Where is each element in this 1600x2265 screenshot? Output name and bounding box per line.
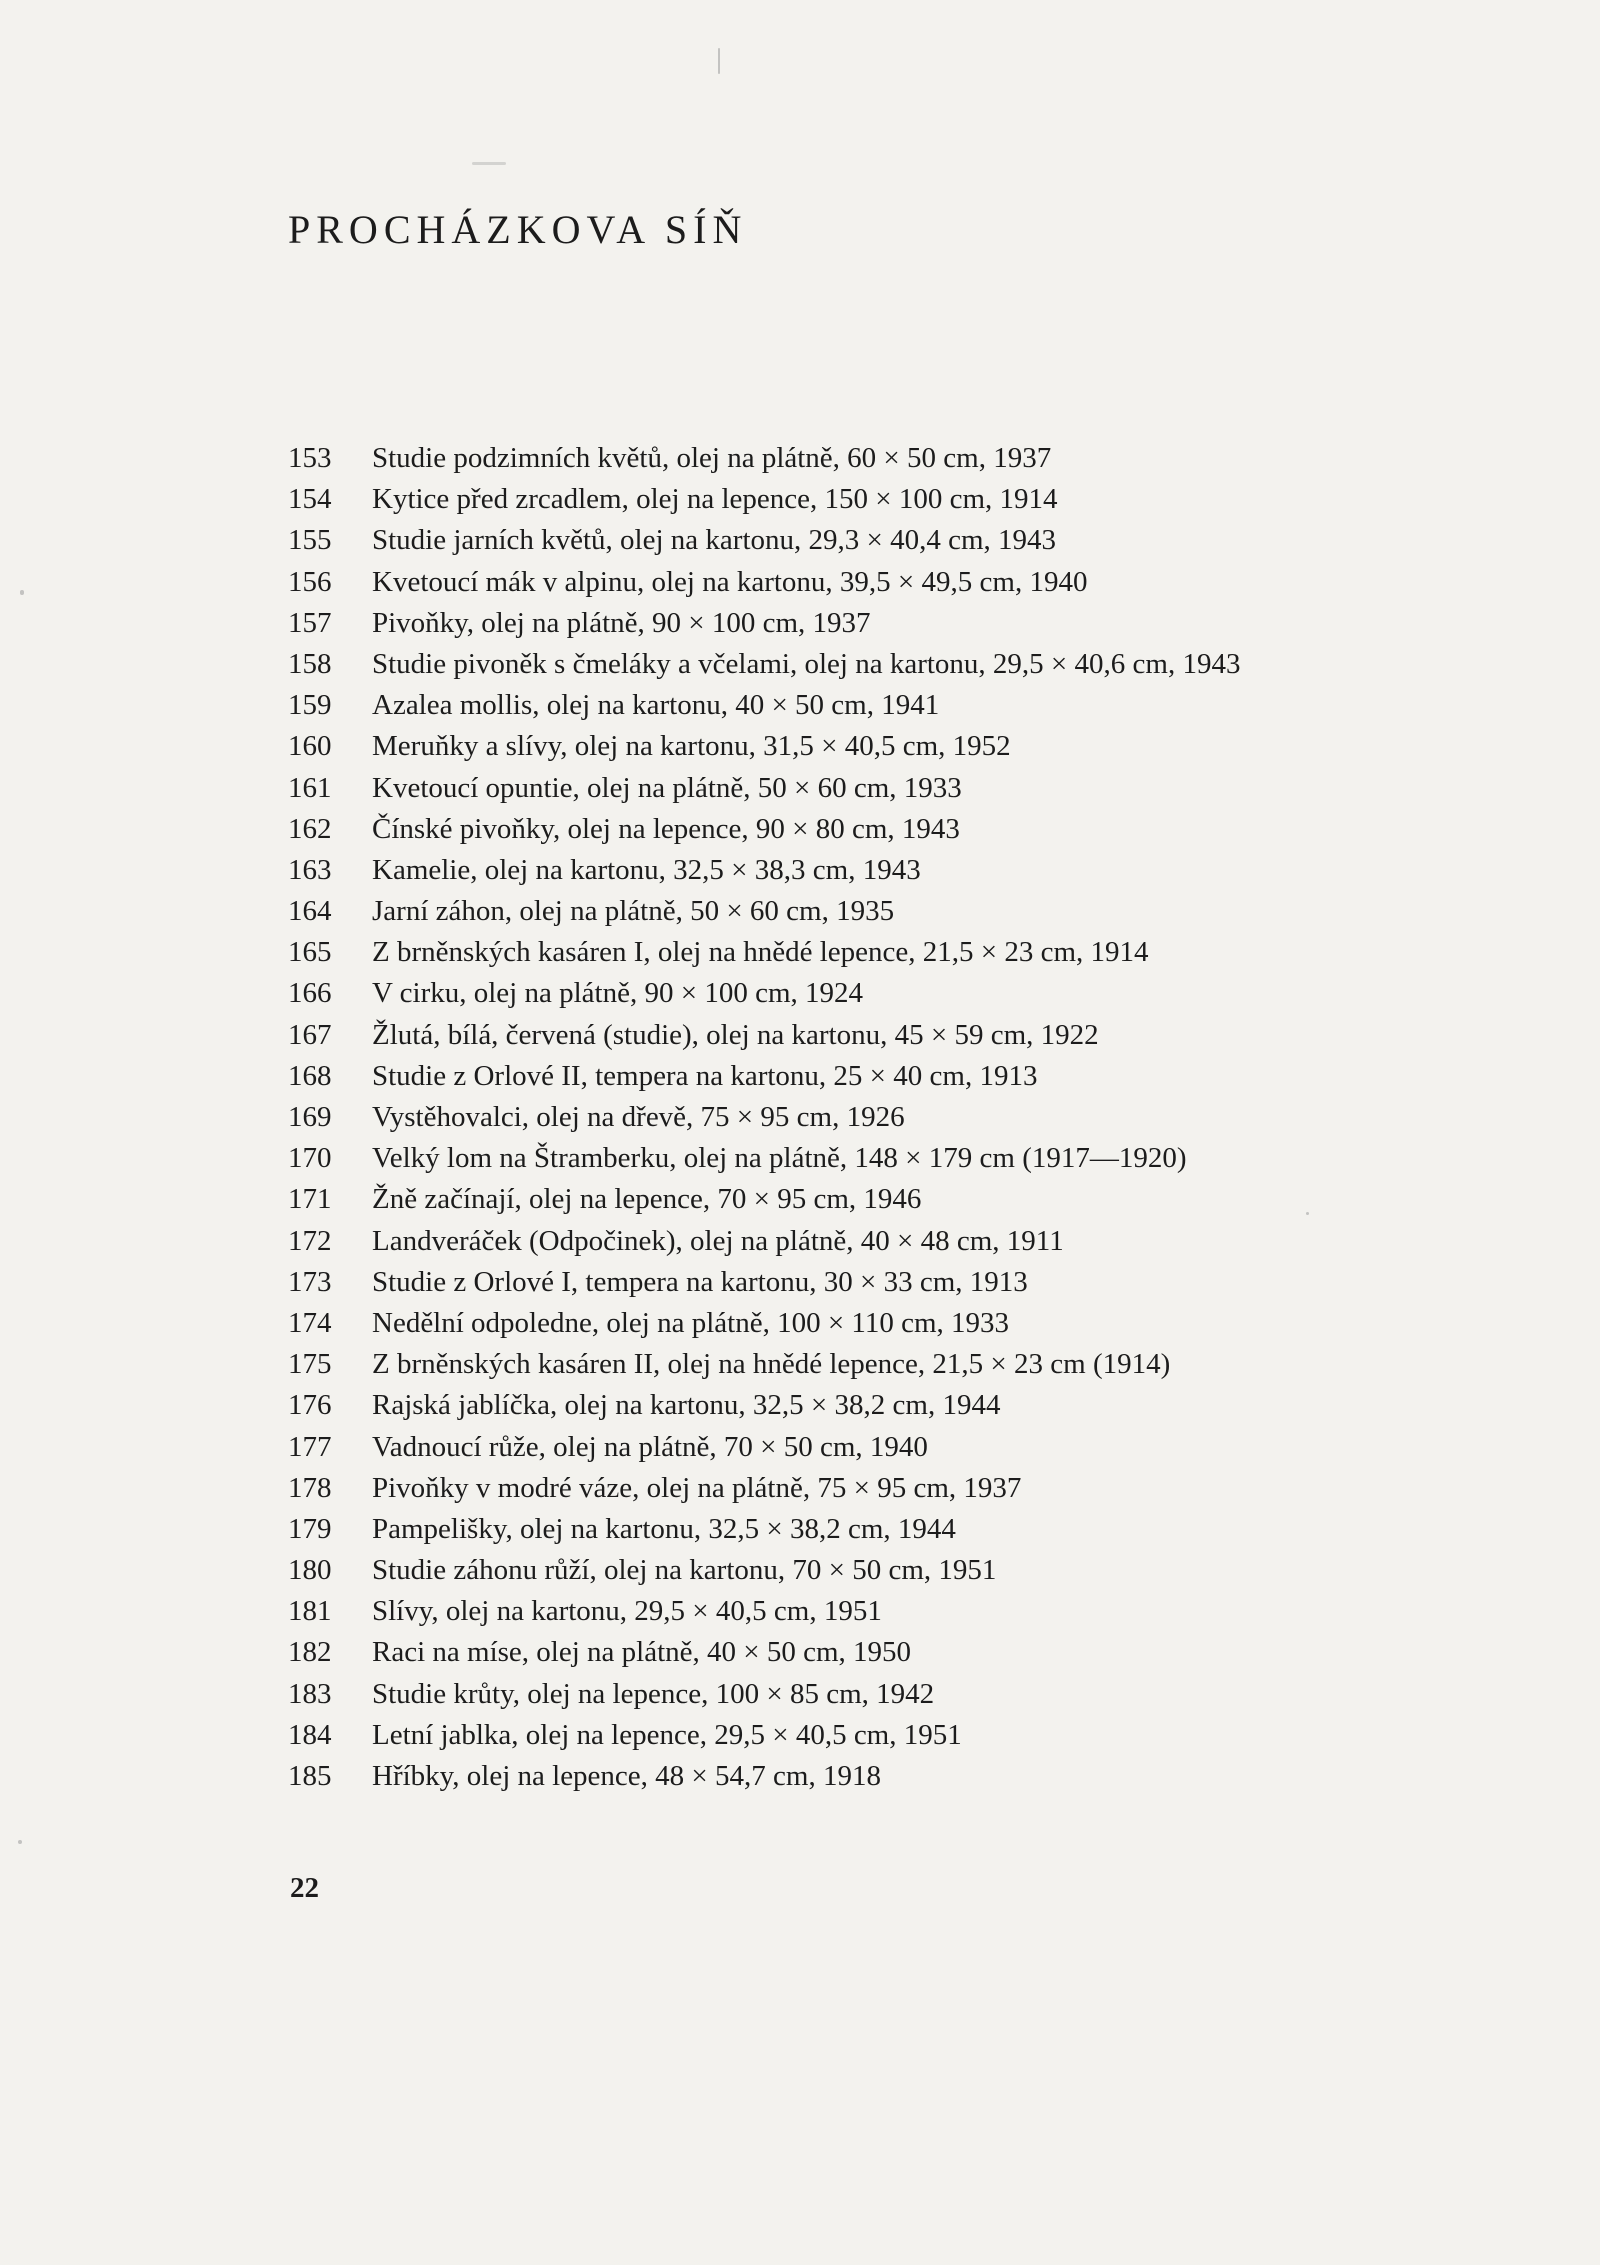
entry-description: Kvetoucí mák v alpinu, olej na kartonu, 39,5 × 49,5 cm, 1940 xyxy=(372,565,1088,598)
catalog-entry xyxy=(288,1431,1548,1472)
catalog-entry xyxy=(288,442,1548,483)
entry-description: Pampelišky, olej na kartonu, 32,5 × 38,2 cm, 1944 xyxy=(372,1512,956,1545)
catalog-entry xyxy=(288,689,1548,730)
entry-description: Pivoňky, olej na plátně, 90 × 100 cm, 1937 xyxy=(372,606,871,639)
entry-number: 178 xyxy=(288,1471,332,1504)
catalog-entry xyxy=(288,1472,1548,1513)
entry-number: 174 xyxy=(288,1306,332,1339)
catalog-entry xyxy=(288,1060,1548,1101)
entry-number: 156 xyxy=(288,565,332,598)
catalog-entry xyxy=(288,1142,1548,1183)
catalog-entry xyxy=(288,1554,1548,1595)
page-title: PROCHÁZKOVA SÍŇ xyxy=(288,207,748,252)
entry-number: 167 xyxy=(288,1018,332,1051)
entry-description: Z brněnských kasáren I, olej na hnědé lepence, 21,5 × 23 cm, 1914 xyxy=(372,936,1149,969)
entry-description: Vadnoucí růže, olej na plátně, 70 × 50 cm, 1940 xyxy=(372,1430,928,1463)
catalog-entry xyxy=(288,1183,1548,1224)
catalog-entry xyxy=(288,813,1548,854)
entry-number: 181 xyxy=(288,1595,332,1628)
entry-description: Azalea mollis, olej na kartonu, 40 × 50 cm, 1941 xyxy=(372,689,940,722)
entry-number: 158 xyxy=(288,647,332,680)
entry-description: Hříbky, olej na lepence, 48 × 54,7 cm, 1918 xyxy=(372,1760,881,1792)
scan-mark xyxy=(718,48,720,74)
entry-description: Studie záhonu růží, olej na kartonu, 70 × 50 cm, 1951 xyxy=(372,1554,997,1587)
entry-number: 185 xyxy=(288,1760,332,1792)
entry-description: Nedělní odpoledne, olej na plátně, 100 × 110 cm, 1933 xyxy=(372,1306,1010,1339)
entry-number: 171 xyxy=(288,1183,332,1216)
catalog-entry xyxy=(288,1678,1548,1719)
catalog-entry xyxy=(288,1636,1548,1677)
catalog-entry xyxy=(288,1348,1548,1389)
catalog-entry xyxy=(288,1513,1548,1554)
catalog-entry xyxy=(288,895,1548,936)
catalog-entry xyxy=(288,1595,1548,1636)
catalog-list xyxy=(288,442,1548,1801)
entry-description: Z brněnských kasáren II, olej na hnědé lepence, 21,5 × 23 cm (1914) xyxy=(372,1348,1171,1381)
entry-number: 154 xyxy=(288,483,332,516)
entry-number: 175 xyxy=(288,1348,332,1381)
entry-description: Kamelie, olej na kartonu, 32,5 × 38,3 cm, 1943 xyxy=(372,853,921,886)
entry-number: 184 xyxy=(288,1718,332,1751)
catalog-entry xyxy=(288,1719,1548,1760)
entry-number: 163 xyxy=(288,853,332,886)
entry-number: 179 xyxy=(288,1512,332,1545)
catalog-entry xyxy=(288,566,1548,607)
entry-number: 157 xyxy=(288,606,332,639)
catalog-entry xyxy=(288,854,1548,895)
entry-description: Čínské pivoňky, olej na lepence, 90 × 80 cm, 1943 xyxy=(372,812,960,845)
entry-number: 160 xyxy=(288,730,332,763)
entry-description: Rajská jablíčka, olej na kartonu, 32,5 × 38,2 cm, 1944 xyxy=(372,1389,1001,1422)
catalog-entry xyxy=(288,648,1548,689)
entry-description: Studie pivoněk s čmeláky a včelami, olej na kartonu, 29,5 × 40,6 cm, 1943 xyxy=(372,647,1241,680)
entry-number: 153 xyxy=(288,442,332,474)
entry-number: 177 xyxy=(288,1430,332,1463)
entry-description: Raci na míse, olej na plátně, 40 × 50 cm, 1950 xyxy=(372,1636,912,1669)
entry-number: 182 xyxy=(288,1636,332,1669)
entry-description: Studie jarních květů, olej na kartonu, 29,3 × 40,4 cm, 1943 xyxy=(372,524,1057,557)
catalog-entry xyxy=(288,977,1548,1018)
entry-number: 161 xyxy=(288,771,332,804)
entry-number: 170 xyxy=(288,1142,332,1175)
entry-number: 173 xyxy=(288,1265,332,1298)
page-number: 22 xyxy=(290,1872,319,1904)
catalog-entry xyxy=(288,936,1548,977)
entry-number: 180 xyxy=(288,1554,332,1587)
entry-number: 172 xyxy=(288,1224,332,1257)
catalog-entry xyxy=(288,1307,1548,1348)
entry-description: Žně začínají, olej na lepence, 70 × 95 cm, 1946 xyxy=(372,1183,922,1216)
catalog-entry xyxy=(288,1019,1548,1060)
entry-description: Velký lom na Štramberku, olej na plátně, 148 × 179 cm (1917—1920) xyxy=(372,1142,1187,1175)
scan-mark xyxy=(472,162,506,165)
scan-mark xyxy=(20,590,24,595)
catalog-entry xyxy=(288,483,1548,524)
entry-number: 164 xyxy=(288,895,332,928)
entry-description: Studie z Orlové II, tempera na kartonu, 25 × 40 cm, 1913 xyxy=(372,1059,1038,1092)
entry-number: 168 xyxy=(288,1059,332,1092)
entry-number: 166 xyxy=(288,977,332,1010)
entry-description: Landveráček (Odpočinek), olej na plátně, 40 × 48 cm, 1911 xyxy=(372,1224,1064,1257)
entry-number: 169 xyxy=(288,1101,332,1133)
entry-description: Studie krůty, olej na lepence, 100 × 85 cm, 1942 xyxy=(372,1677,935,1710)
entry-number: 155 xyxy=(288,524,332,557)
entry-number: 159 xyxy=(288,689,332,722)
catalog-entry xyxy=(288,607,1548,648)
entry-number: 183 xyxy=(288,1677,332,1710)
entry-description: Žlutá, bílá, červená (studie), olej na kartonu, 45 × 59 cm, 1922 xyxy=(372,1018,1099,1051)
entry-description: Letní jablka, olej na lepence, 29,5 × 40,5 cm, 1951 xyxy=(372,1718,962,1751)
scan-mark xyxy=(18,1840,22,1844)
catalog-entry xyxy=(288,1389,1548,1430)
entry-description: Slívy, olej na kartonu, 29,5 × 40,5 cm, 1951 xyxy=(372,1595,882,1628)
entry-number: 176 xyxy=(288,1389,332,1422)
entry-description: Jarní záhon, olej na plátně, 50 × 60 cm, 1935 xyxy=(372,895,895,928)
entry-description: Studie z Orlové I, tempera na kartonu, 30 × 33 cm, 1913 xyxy=(372,1265,1028,1298)
catalog-entry xyxy=(288,1101,1548,1142)
entry-description: Studie podzimních květů, olej na plátně, 60 × 50 cm, 1937 xyxy=(372,442,1052,474)
catalog-entry xyxy=(288,1266,1548,1307)
catalog-entry xyxy=(288,524,1548,565)
catalog-entry xyxy=(288,1225,1548,1266)
entry-description: Kytice před zrcadlem, olej na lepence, 150 × 100 cm, 1914 xyxy=(372,483,1058,516)
catalog-entry xyxy=(288,730,1548,771)
entry-description: Pivoňky v modré váze, olej na plátně, 75 × 95 cm, 1937 xyxy=(372,1471,1022,1504)
entry-description: Kvetoucí opuntie, olej na plátně, 50 × 60 cm, 1933 xyxy=(372,771,962,804)
catalog-entry xyxy=(288,772,1548,813)
entry-number: 165 xyxy=(288,936,332,969)
entry-description: Vystěhovalci, olej na dřevě, 75 × 95 cm, 1926 xyxy=(372,1101,905,1133)
entry-description: Meruňky a slívy, olej na kartonu, 31,5 × 40,5 cm, 1952 xyxy=(372,730,1011,763)
entry-number: 162 xyxy=(288,812,332,845)
entry-description: V cirku, olej na plátně, 90 × 100 cm, 1924 xyxy=(372,977,864,1010)
catalog-entry xyxy=(288,1760,1548,1801)
